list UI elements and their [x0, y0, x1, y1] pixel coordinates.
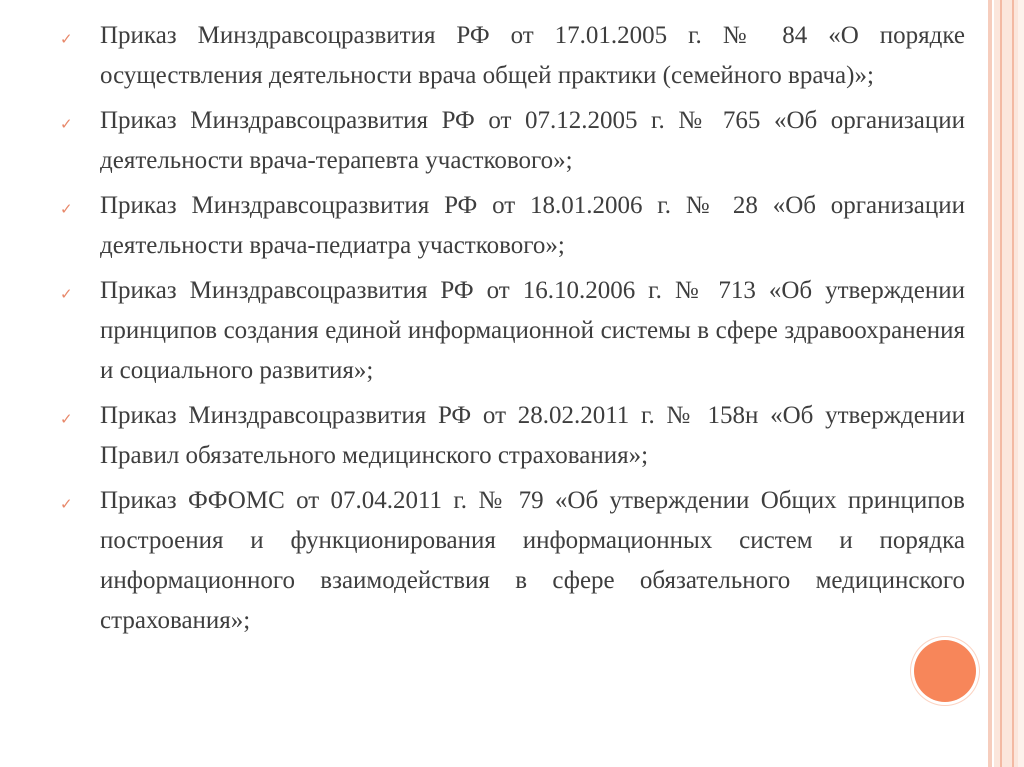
list-item-text: Приказ Минздравсоцразвития РФ от 18.01.2006 г. № 28 «Об организации деятельности врача-педиатра участкового»;: [100, 192, 965, 259]
list-item: [60, 481, 965, 641]
decorative-stripe: [1000, 0, 1002, 767]
decorative-stripe: [994, 0, 1018, 767]
list-item-text: Приказ Минздравсоцразвития РФ от 17.01.2005 г. № 84 «О порядке осуществления деятельности врача общей практики (семейного врача)»;: [100, 22, 965, 89]
decorative-stripe: [988, 0, 992, 767]
check-mark-icon: ✓: [60, 30, 73, 48]
orders-list: [60, 16, 965, 646]
list-item: [60, 101, 965, 181]
check-mark-icon: ✓: [60, 200, 73, 218]
check-mark-icon: ✓: [60, 115, 73, 133]
list-item-text: Приказ Минздравсоцразвития РФ от 07.12.2005 г. № 765 «Об организации деятельности врача-терапевта участкового»;: [100, 107, 965, 174]
check-mark-icon: ✓: [60, 285, 73, 303]
list-item-text: Приказ Минздравсоцразвития РФ от 16.10.2006 г. № 713 «Об утверждении принципов создания единой информационной системы в сфере здравоохранения и социального развития»;: [100, 277, 965, 384]
list-item-text: Приказ ФФОМС от 07.04.2011 г. № 79 «Об утверждении Общих принципов построения и функционирования информационных систем и порядка информационного взаимодействия в сфере обязательного медицинского страхования»;: [100, 487, 965, 634]
list-item: [60, 16, 965, 96]
list-item-text: Приказ Минздравсоцразвития РФ от 28.02.2011 г. № 158н «Об утверждении Правил обязательного медицинского страхования»;: [100, 402, 965, 469]
check-mark-icon: ✓: [60, 410, 73, 428]
decorative-orange-circle: [914, 640, 976, 702]
decorative-stripe: [1012, 0, 1014, 767]
list-item: [60, 396, 965, 476]
list-item: [60, 271, 965, 391]
list-item: [60, 186, 965, 266]
check-mark-icon: ✓: [60, 495, 73, 513]
decorative-stripe: [1018, 0, 1024, 767]
